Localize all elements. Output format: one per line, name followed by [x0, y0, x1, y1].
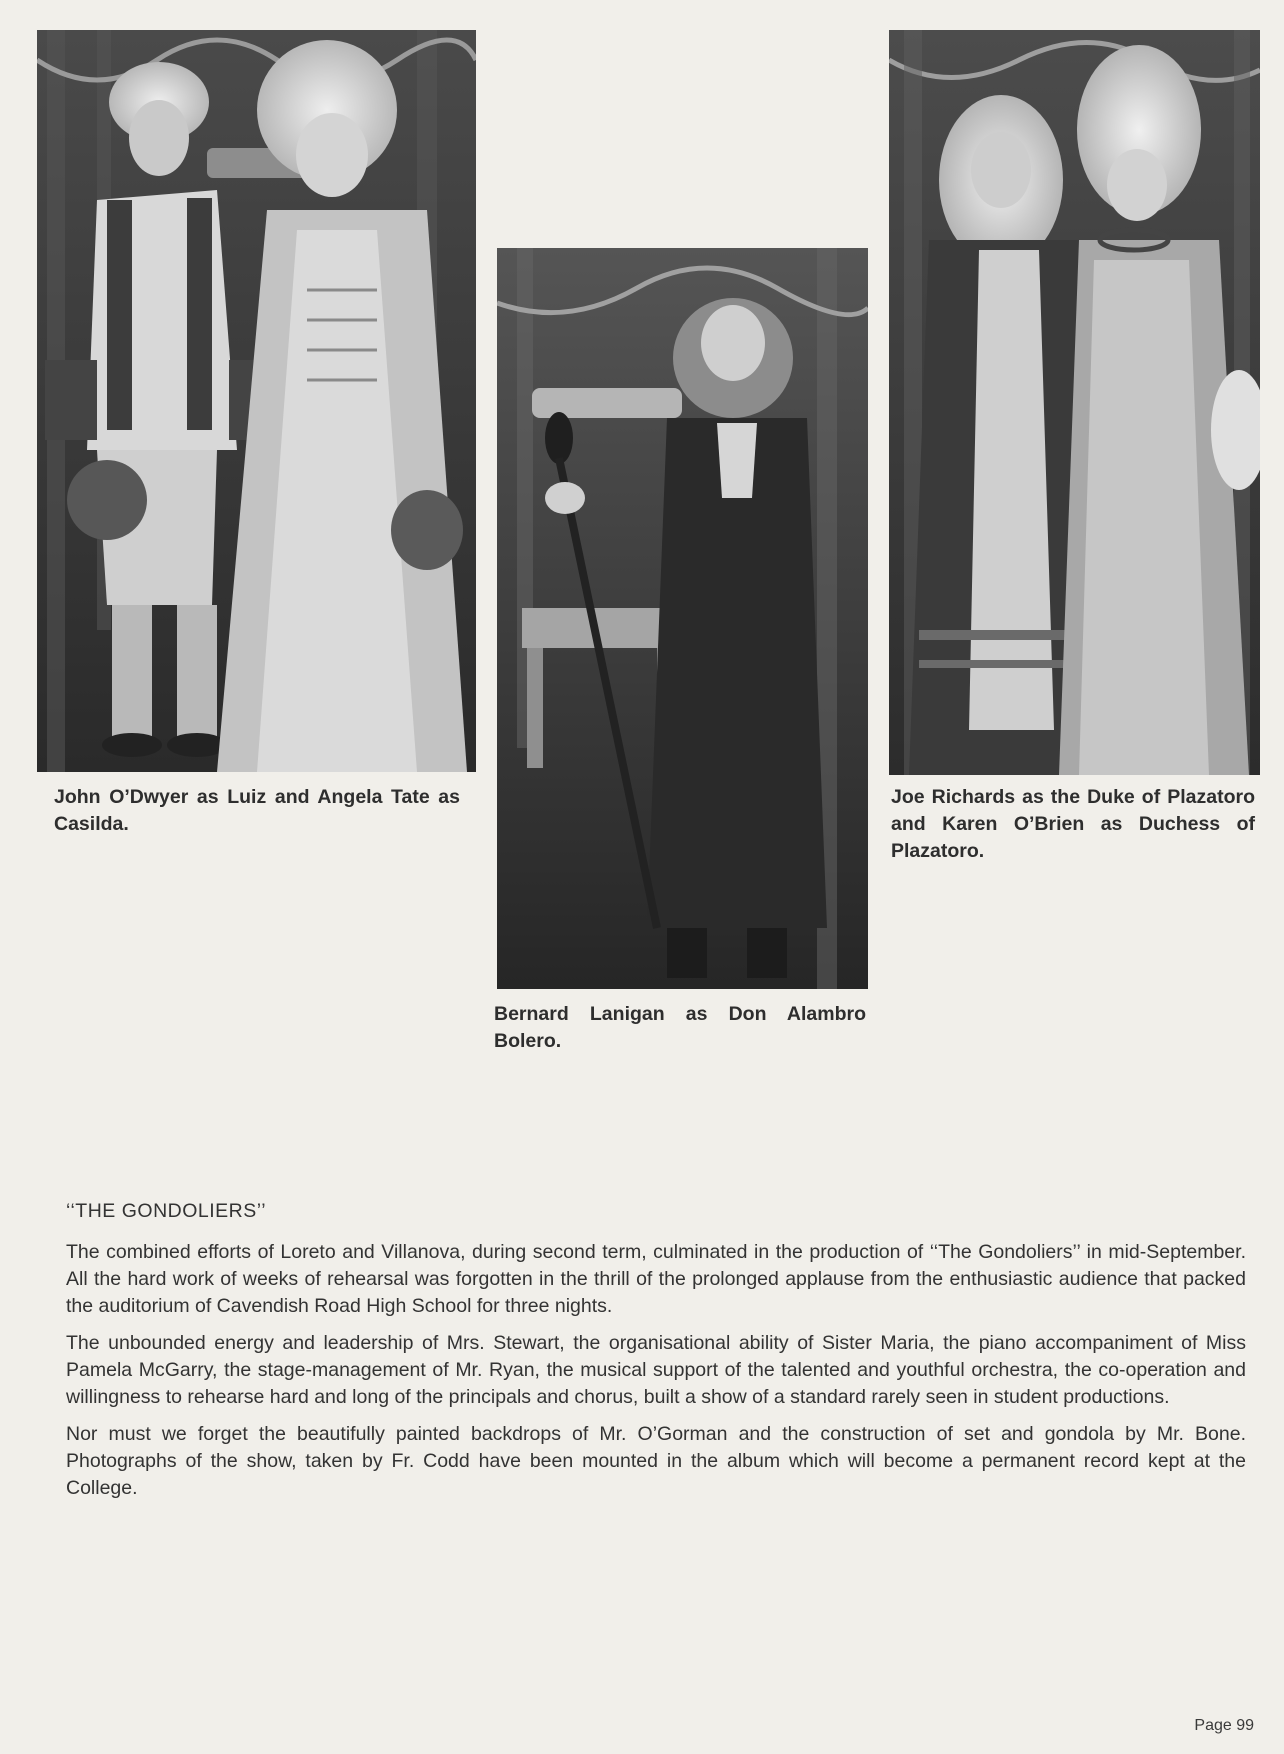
page-number: Page 99 [1194, 1717, 1254, 1734]
article-title: ‘‘THE GONDOLIERS’’ [66, 1200, 267, 1222]
article-paragraph: The combined efforts of Loreto and Villanova, during second term, culminated in the production of ‘‘The Gondoliers’’ in mid-September. All the hard work of weeks of rehearsal was forgotten in the thrill of the prolonged applause from the enthusiastic audience that packed the auditorium of Cavendish Road High School for three nights. [66, 1241, 1246, 1317]
photo-don-alambro [497, 248, 868, 989]
article-paragraph: Nor must we forget the beautifully painted backdrops of Mr. O’Gorman and the construction of set and gondola by Mr. Bone. Photographs of the show, taken by Fr. Codd have been mounted in the album which will become a permanent record kept at the College. [66, 1423, 1246, 1499]
article [66, 1198, 1246, 1512]
photo-caption-luiz-casilda: John O’Dwyer as Luiz and Angela Tate as Casilda. [54, 786, 460, 835]
photo-luiz-casilda [37, 30, 476, 772]
photo-caption-don-alambro: Bernard Lanigan as Don Alambro Bolero. [494, 1003, 866, 1052]
photo-caption-duke-duchess: Joe Richards as the Duke of Plazatoro and Karen O’Brien as Duchess of Plazatoro. [891, 786, 1255, 862]
article-paragraph: The unbounded energy and leadership of Mrs. Stewart, the organisational ability of Sister Maria, the piano accompaniment of Miss Pamela McGarry, the stage-management of Mr. Ryan, the musical support of the talented and youthful orchestra, the co-operation and willingness to rehearse hard and long of the principals and chorus, built a show of a standard rarely seen in student productions. [66, 1332, 1246, 1408]
photo-duke-duchess [889, 30, 1260, 775]
